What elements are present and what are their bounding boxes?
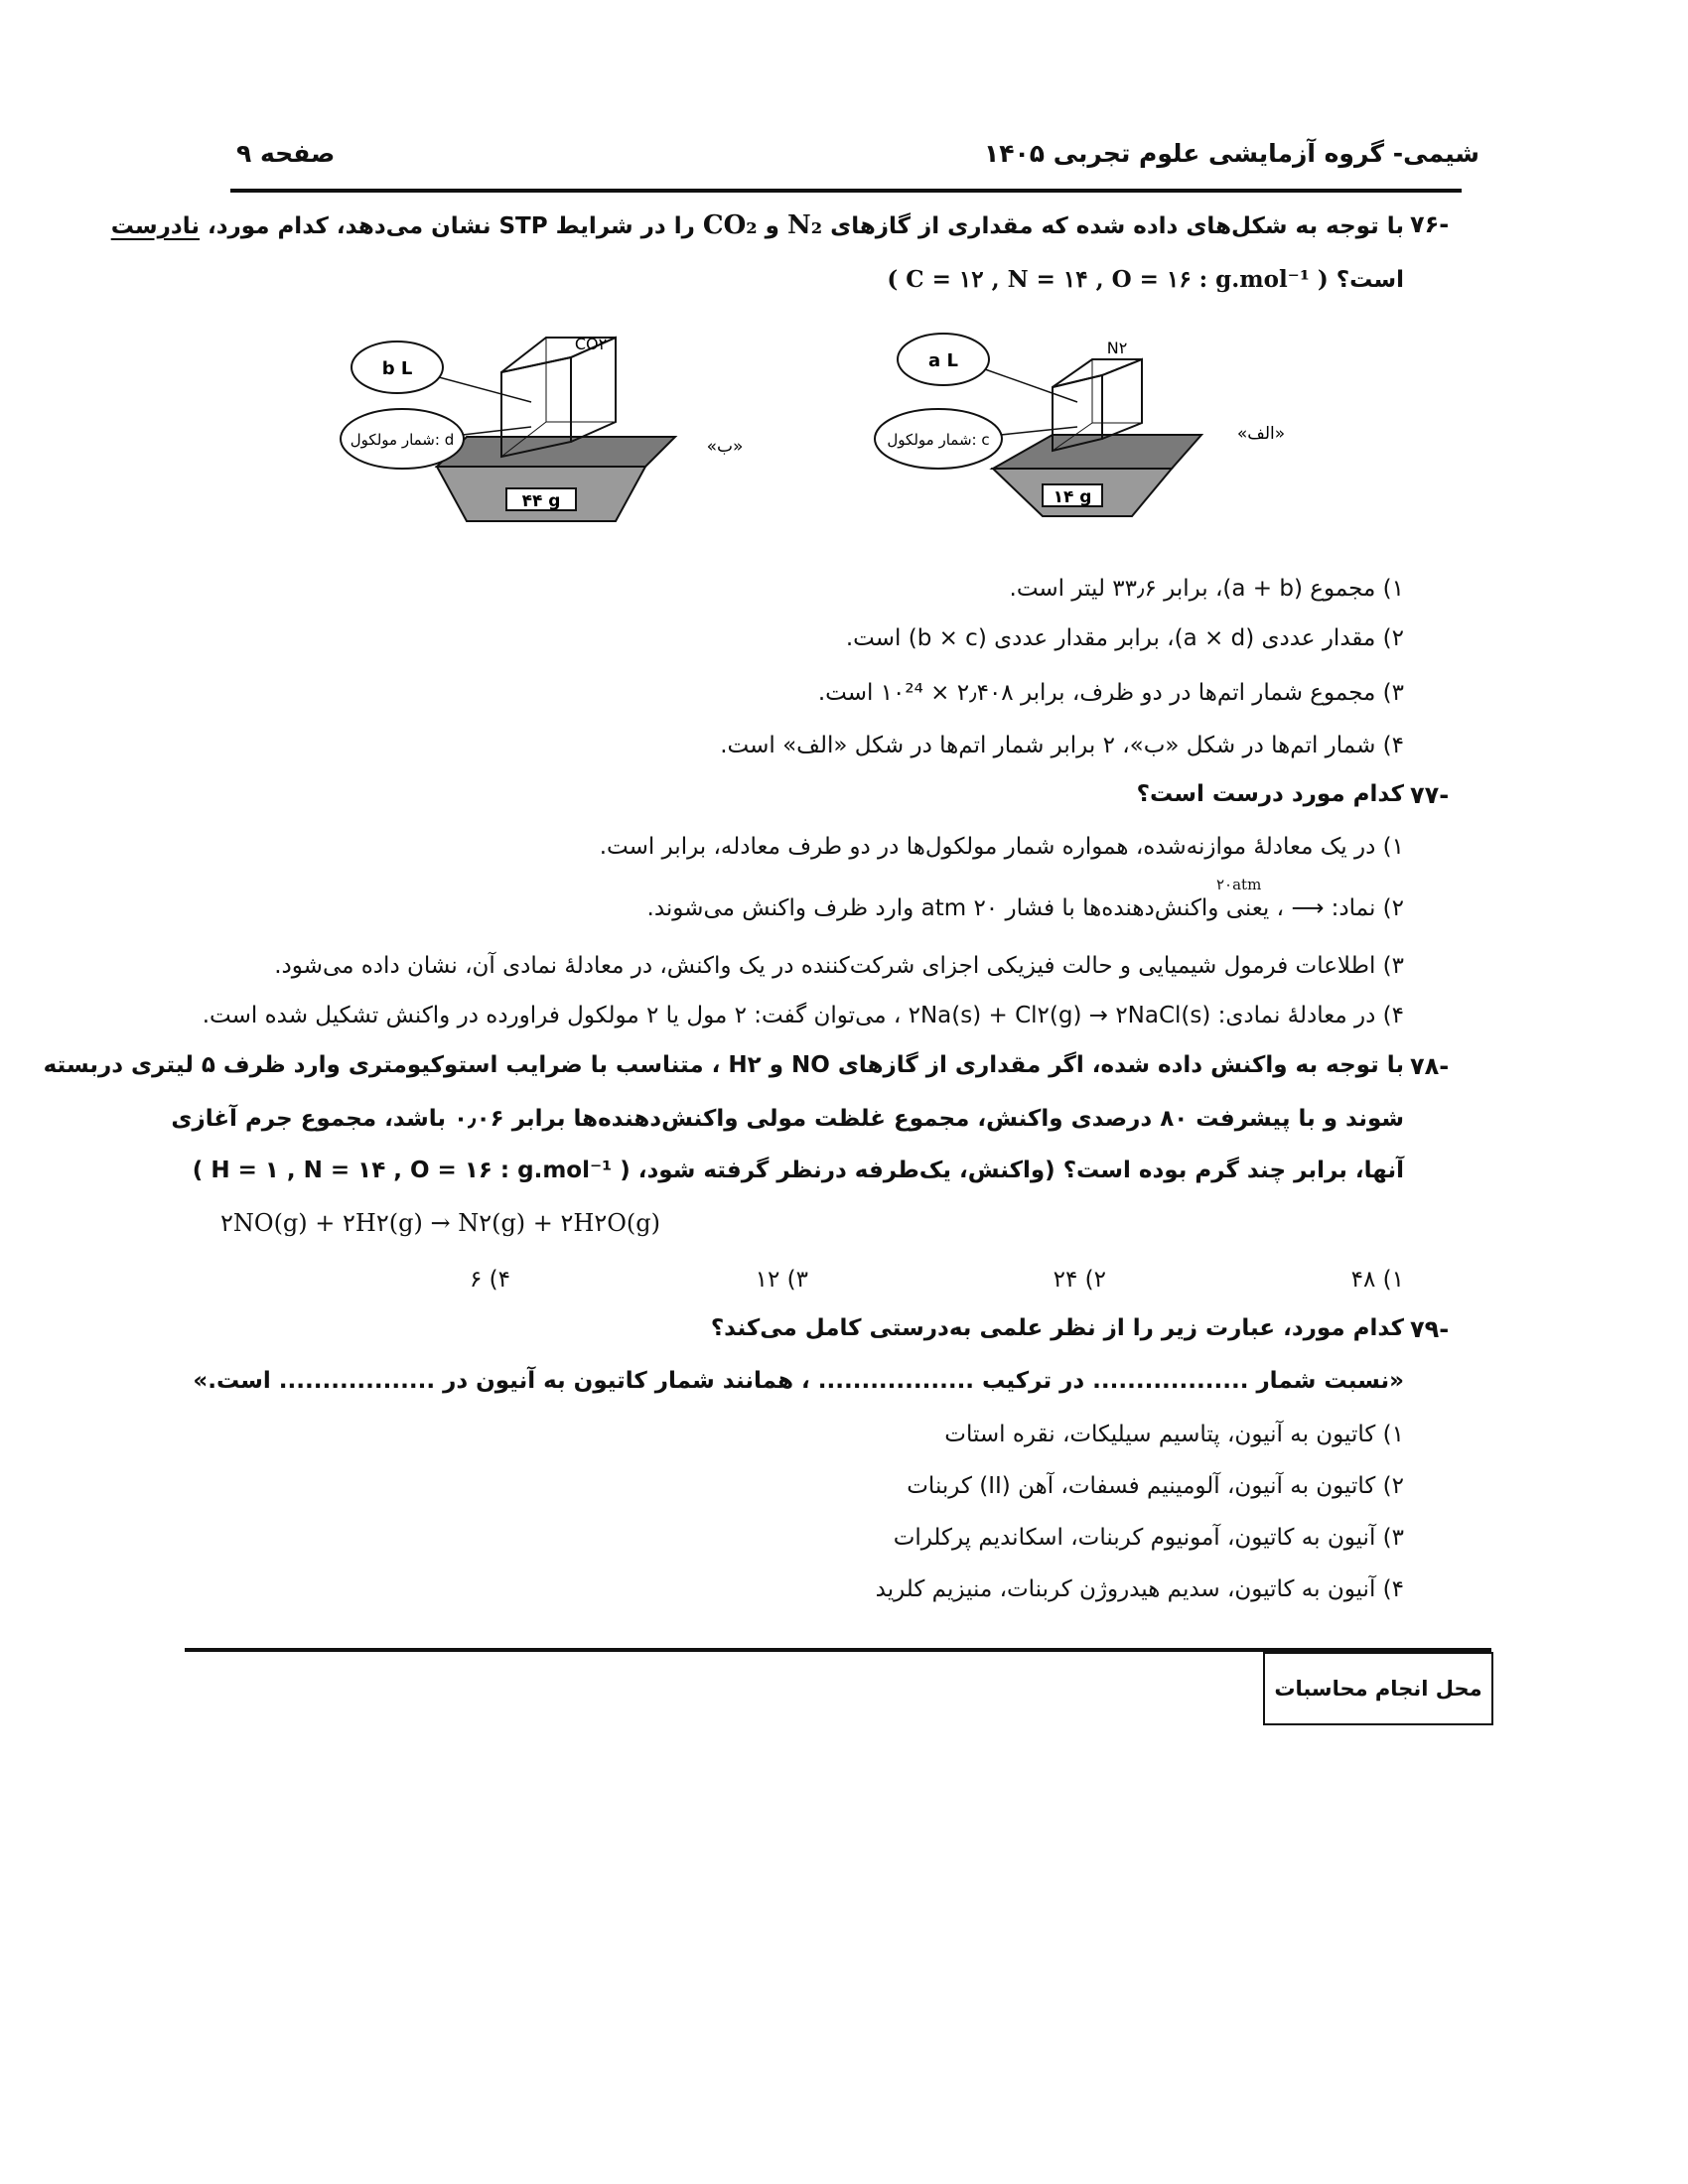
question-79-number: -۷۹ xyxy=(1410,1315,1450,1343)
q78-option-1[interactable]: ۱) ۴۸ xyxy=(1350,1267,1404,1293)
left-mass-label: ۴۴ g xyxy=(521,491,561,511)
atomic-masses: ( C = ۱۲ , N = ۱۴ , O = ۱۶ : g.mol⁻¹ ) xyxy=(887,266,1329,293)
q77-option-4[interactable]: ۴) در معادلهٔ نمادی: ۲Na(s) + Cl۲(g) → ۲NaCl(s) ، می‌توان گفت: ۲ مول یا ۲ مولکول فراورده در واکنش تشکیل شده است. xyxy=(202,1003,1404,1028)
left-molecules-label: شمار مولکول: d xyxy=(350,431,455,449)
right-molecules-label: شمار مولکول: c xyxy=(887,431,990,449)
q77-option-1[interactable]: ۱) در یک معادلهٔ موازنه‌شده، همواره شمار مولکول‌ها در دو طرف معادله، برابر است. xyxy=(599,834,1404,860)
q76-option-3[interactable]: ۳) مجموع شمار اتم‌ها در دو ظرف، برابر ۲٫۴۰۸ × ۱۰²⁴ است. xyxy=(817,680,1404,706)
q78-option-4[interactable]: ۴) ۶ xyxy=(469,1267,510,1293)
figure-left-co2 xyxy=(341,335,743,521)
figure-right-n2 xyxy=(875,334,1285,516)
question-77-stem: کدام مورد درست است؟ xyxy=(1136,781,1404,807)
right-figure-tag: «الف» xyxy=(1236,424,1286,444)
arrow-pressure-label: ۲۰atm xyxy=(1216,876,1262,893)
calculation-area-box xyxy=(1263,1652,1493,1725)
question-78-number: -۷۸ xyxy=(1410,1052,1450,1080)
question-77-number: -۷۷ xyxy=(1410,781,1450,809)
question-76-number: -۷۶ xyxy=(1410,210,1450,238)
q77-option-3[interactable]: ۳) اطلاعات فرمول شیمیایی و حالت فیزیکی اجزای شرکت‌کننده در یک واکنش، در معادلهٔ نمادی آن، نشان داده می‌شود. xyxy=(274,953,1404,979)
question-78-line2: شوند و با پیشرفت ۸۰ درصدی واکنش، مجموع غلظت مولی واکنش‌دهنده‌ها برابر ۰٫۰۶ باشد، مجموع جرم آغازی xyxy=(171,1106,1404,1132)
n2-formula: N₂ xyxy=(786,210,823,240)
q76-option-2[interactable]: ۲) مقدار عددی (a × d)، برابر مقدار عددی (b × c) است. xyxy=(845,625,1404,651)
q77-option-2[interactable]: ۲) نماد: ⟶ ، یعنی واکنش‌دهنده‌ها با فشار ۲۰ atm وارد ظرف واکنش می‌شوند. xyxy=(646,895,1404,921)
q76-option-4[interactable]: ۴) شمار اتم‌ها در شکل «ب»، ۲ برابر شمار اتم‌ها در شکل «الف» است. xyxy=(720,733,1404,758)
q78-option-2[interactable]: ۲) ۲۴ xyxy=(1053,1267,1106,1293)
left-figure-tag: «ب» xyxy=(706,437,744,457)
right-mass-label: ۱۴ g xyxy=(1053,487,1092,507)
q76-option-1[interactable]: ۱) مجموع (a + b)، برابر ۳۳٫۶ لیتر است. xyxy=(1009,576,1404,602)
question-79-sentence: «نسبت شمار .................. در ترکیب .................. ، همانند شمار کاتیون به آنیون در .................. است.» xyxy=(193,1368,1404,1394)
question-78-line1: با توجه به واکنش داده شده، اگر مقداری از گازهای NO و H۲ ، متناسب با ضرایب استوکیومتری وارد ظرف ۵ لیتری دربسته xyxy=(43,1052,1404,1078)
question-76-stem-line2: است؟ ( C = ۱۲ , N = ۱۴ , O = ۱۶ : g.mol⁻¹ ) xyxy=(887,266,1404,293)
calculation-area-label: محل انجام محاسبات xyxy=(1274,1677,1482,1701)
wrong-keyword: نادرست xyxy=(110,213,200,239)
reaction-equation: ۲NO(g) + ۲H۲(g) → N۲(g) + ۲H۲O(g) xyxy=(220,1209,661,1237)
co2-formula: CO₂ xyxy=(702,210,758,240)
question-76-stem-line1: با توجه به شکل‌های داده شده که مقداری از گازهای N₂ و CO₂ را در شرایط STP نشان می‌دهد، کدام مورد، نادرست xyxy=(110,210,1404,240)
page-header-title: شیمی- گروه آزمایشی علوم تجربی ۱۴۰۵ xyxy=(983,139,1479,168)
gas-containers-figure xyxy=(328,318,1321,546)
question-79-stem: کدام مورد، عبارت زیر را از نظر علمی به‌درستی کامل می‌کند؟ xyxy=(710,1315,1404,1341)
page-number: صفحه ۹ xyxy=(236,139,336,168)
header-rule xyxy=(230,189,1462,193)
q78-option-3[interactable]: ۳) ۱۲ xyxy=(755,1267,808,1293)
q79-option-3[interactable]: ۳) آنیون به کاتیون، آمونیوم کربنات، اسکاندیم پرکلرات xyxy=(893,1525,1404,1551)
left-gas-label: CO۲ xyxy=(574,335,608,353)
q79-option-4[interactable]: ۴) آنیون به کاتیون، سدیم هیدروژن کربنات، منیزیم کلرید xyxy=(875,1576,1404,1602)
question-78-line3: آنها، برابر چند گرم بوده است؟ (واکنش، یک‌طرفه درنظر گرفته شود، ( H = ۱ , N = ۱۴ , O = ۱۶ : g.mol⁻¹ ) xyxy=(192,1158,1404,1183)
q79-option-2[interactable]: ۲) کاتیون به آنیون، آلومینیم فسفات، آهن (II) کربنات xyxy=(907,1473,1404,1499)
q79-option-1[interactable]: ۱) کاتیون به آنیون، پتاسیم سیلیکات، نقره استات xyxy=(944,1422,1404,1447)
right-volume-label: a L xyxy=(928,350,958,371)
left-volume-label: b L xyxy=(381,358,413,379)
right-gas-label: N۲ xyxy=(1106,339,1128,357)
